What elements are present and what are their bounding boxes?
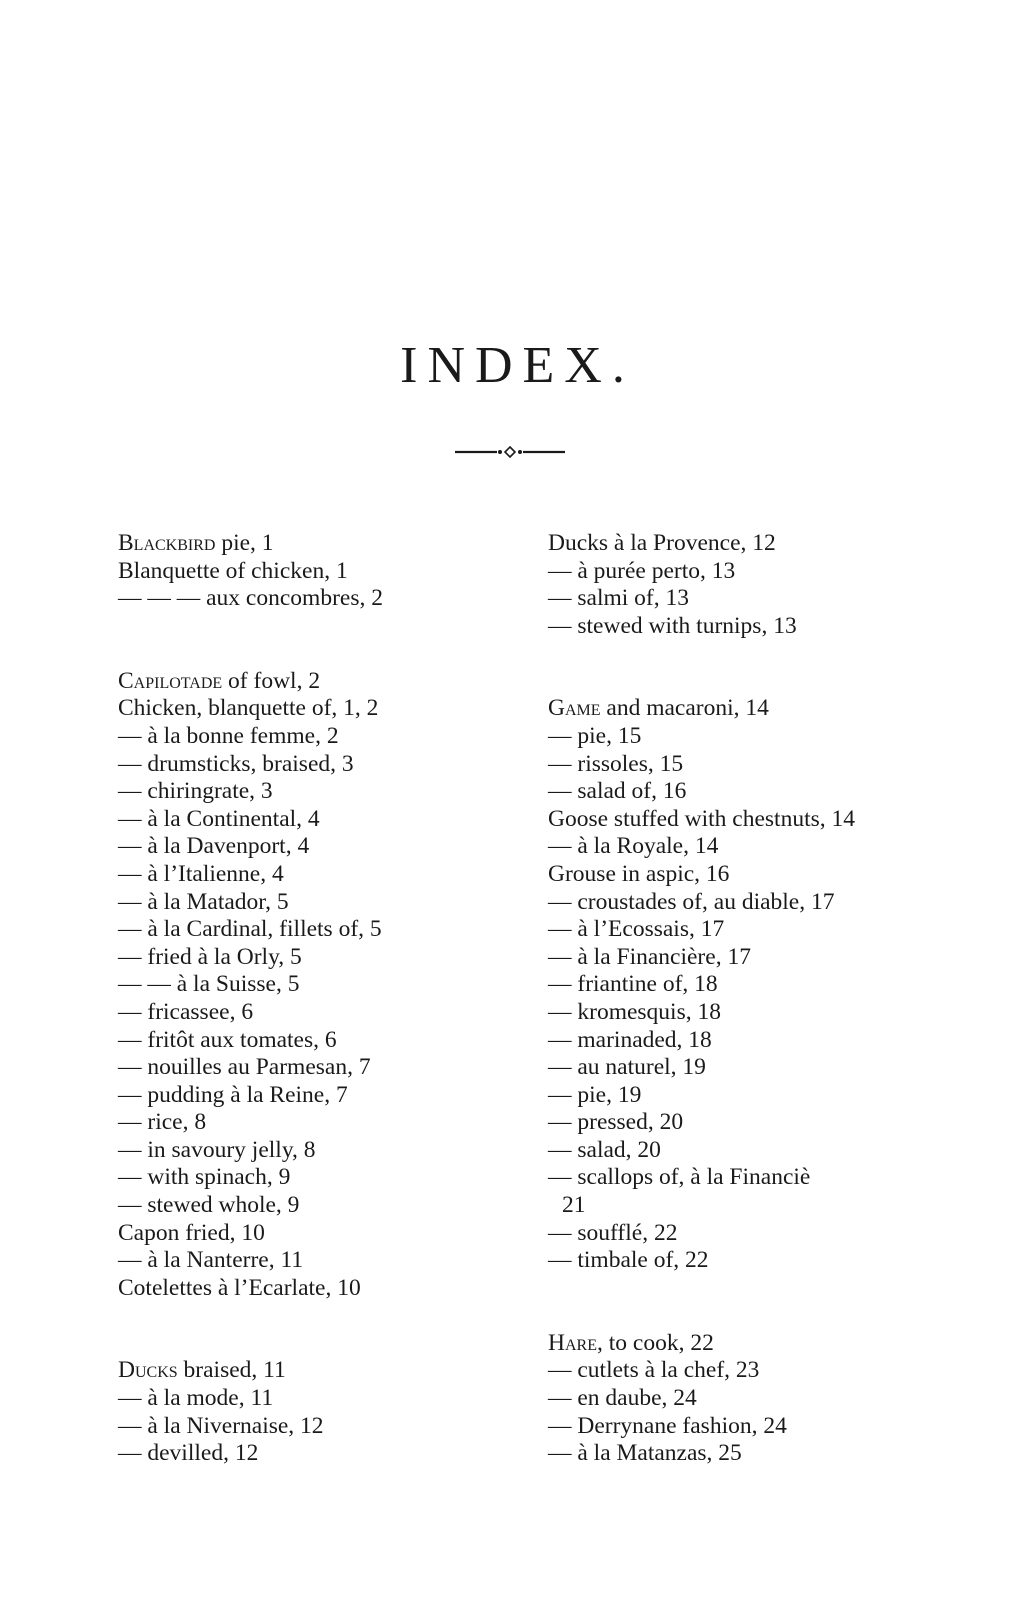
index-entry [118, 1357, 518, 1385]
index-entry-text: pie, 1 [215, 530, 274, 556]
index-entry-headword: Hare [548, 1329, 597, 1356]
index-entry: — — à la Suisse, 5 [118, 971, 300, 998]
index-entry-text: braised, 11 [177, 1357, 286, 1384]
index-entry: — fried à la Orly, 5 [118, 943, 302, 970]
index-entry-text: and macaroni, 14 [600, 695, 769, 722]
index-entry: — à la Nanterre, 11 [118, 1247, 304, 1274]
index-entry-headword: Blackbird [118, 530, 216, 556]
index-entry: — marinaded, 18 [548, 1026, 712, 1053]
index-entry: — fricassee, 6 [118, 998, 254, 1025]
index-entry: — rissoles, 15 [548, 750, 684, 777]
group-spacer [548, 640, 928, 695]
index-letter-group [548, 1330, 928, 1468]
index-entry: — devilled, 12 [118, 1440, 259, 1467]
index-entry: — pressed, 20 [548, 1109, 684, 1136]
index-right-column [548, 530, 928, 1468]
index-entry: — kromesquis, 18 [548, 998, 721, 1025]
index-entry: — à la Royale, 14 [548, 833, 719, 860]
index-entry-text: , to cook, 22 [596, 1329, 714, 1356]
index-entry: Capon fried, 10 [118, 1219, 265, 1246]
group-spacer [548, 1275, 928, 1330]
index-entry-headword: Capilotade [118, 667, 223, 694]
index-entry: — cutlets à la chef, 23 [548, 1357, 760, 1384]
index-letter-group [118, 530, 518, 613]
index-letter-group [118, 668, 518, 1303]
index-entry: — salmi of, 13 [548, 585, 689, 612]
title-ornament-divider [455, 442, 565, 462]
index-entry-text: of fowl, 2 [222, 667, 321, 694]
index-entry: — scallops of, à la Financiè [548, 1164, 811, 1191]
index-entry: Cotelettes à l’Ecarlate, 10 [118, 1274, 361, 1301]
index-entry: — à la mode, 11 [118, 1385, 274, 1412]
index-entry: — timbale of, 22 [548, 1247, 709, 1274]
index-entry: — à la Cardinal, fillets of, 5 [118, 916, 382, 943]
index-left-column [118, 530, 518, 1468]
index-entry: — in savoury jelly, 8 [118, 1136, 316, 1163]
index-entry: — with spinach, 9 [118, 1164, 291, 1191]
index-entry: — à la Davenport, 4 [118, 833, 310, 860]
group-spacer [118, 1302, 518, 1357]
index-entry: — drumsticks, braised, 3 [118, 750, 354, 777]
index-entry: — à la Matanzas, 25 [548, 1440, 742, 1467]
index-entry: — à la Nivernaise, 12 [118, 1412, 324, 1439]
page-title: INDEX. [400, 337, 635, 394]
index-entry: Blanquette of chicken, 1 [118, 557, 348, 584]
index-entry: Goose stuffed with chestnuts, 14 [548, 805, 855, 832]
index-entry: — friantine of, 18 [548, 971, 718, 998]
index-entry: — soufflé, 22 [548, 1219, 678, 1246]
index-entry: — à l’Italienne, 4 [118, 860, 284, 887]
index-entry: 21 [562, 1192, 586, 1219]
index-entry: — fritôt aux tomates, 6 [118, 1026, 337, 1053]
index-entry: — au naturel, 19 [548, 1054, 706, 1081]
index-entry: Ducks à la Provence, 12 [548, 530, 776, 556]
index-letter-group [118, 1357, 518, 1467]
index-letter-group [548, 695, 928, 1274]
index-entry [118, 668, 518, 696]
index-entry: — à la Continental, 4 [118, 805, 320, 832]
group-spacer [118, 613, 518, 668]
index-entry: — nouilles au Parmesan, 7 [118, 1054, 371, 1081]
index-entry: — à purée perto, 13 [548, 557, 736, 584]
index-entry: — à la Matador, 5 [118, 888, 289, 915]
index-entry-headword: Game [548, 695, 601, 722]
index-entry [548, 695, 928, 723]
index-entry: — à la Financière, 17 [548, 943, 751, 970]
index-entry: — stewed whole, 9 [118, 1192, 300, 1219]
index-entry: — salad of, 16 [548, 778, 687, 805]
index-entry: Grouse in aspic, 16 [548, 860, 730, 887]
index-entry: — en daube, 24 [548, 1385, 697, 1412]
index-entry: — Derrynane fashion, 24 [548, 1412, 787, 1439]
index-entry: — — — aux concombres, 2 [118, 585, 383, 612]
index-entry [118, 530, 518, 558]
index-entry: — chiringrate, 3 [118, 778, 273, 805]
index-entry [548, 1330, 928, 1358]
index-entry: — croustades of, au diable, 17 [548, 888, 835, 915]
index-entry: — salad, 20 [548, 1136, 661, 1163]
index-entry: — rice, 8 [118, 1109, 207, 1136]
index-entry: Chicken, blanquette of, 1, 2 [118, 695, 379, 722]
index-entry: — à l’Ecossais, 17 [548, 916, 725, 943]
index-entry-headword: Ducks [118, 1357, 178, 1384]
index-entry: — pie, 19 [548, 1081, 642, 1108]
index-entry: — à la bonne femme, 2 [118, 722, 339, 749]
index-letter-group [548, 530, 928, 640]
index-entry: — pudding à la Reine, 7 [118, 1081, 348, 1108]
index-entry: — pie, 15 [548, 722, 642, 749]
index-entry: — stewed with turnips, 13 [548, 612, 797, 639]
